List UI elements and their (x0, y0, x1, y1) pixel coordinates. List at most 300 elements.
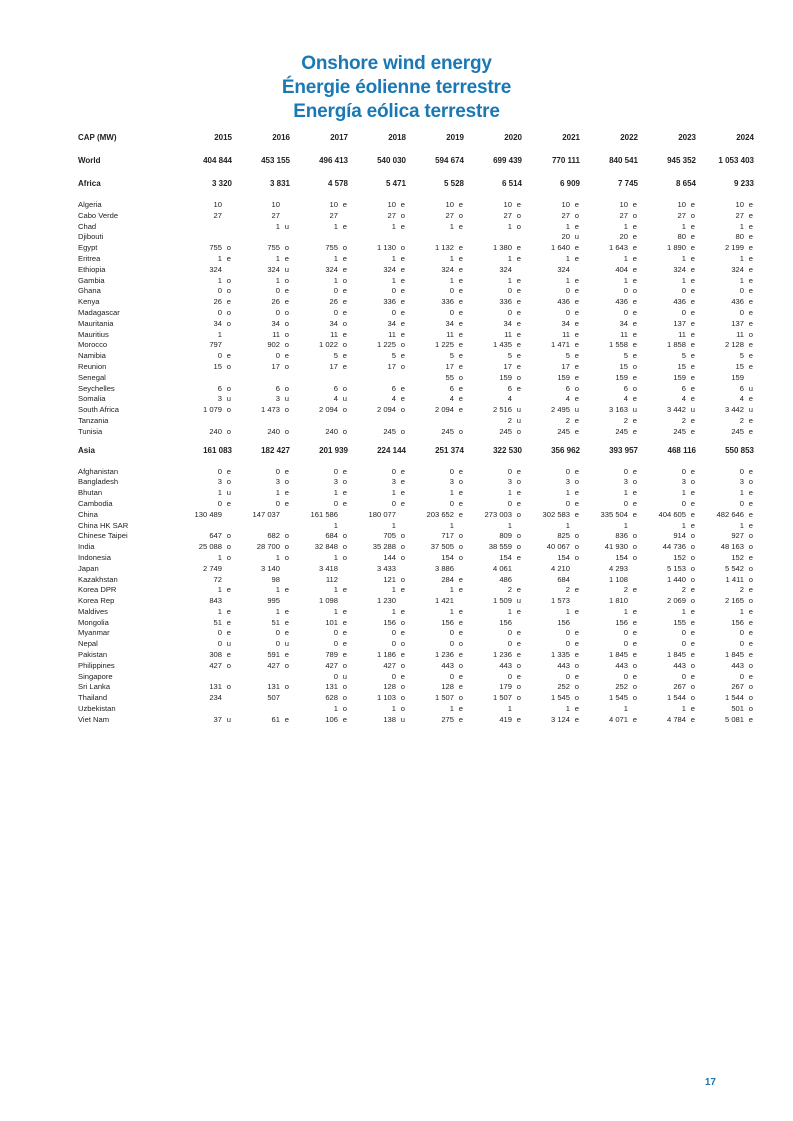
data-cell (236, 362, 294, 373)
data-cell (526, 618, 584, 629)
country-name-value: Chad (78, 221, 97, 231)
data-cell (526, 405, 584, 416)
estimate-flag: o (226, 243, 231, 253)
estimate-flag: e (748, 714, 753, 724)
data-cell (352, 340, 410, 351)
table-row (78, 254, 758, 265)
data-cell (584, 704, 642, 715)
data-cell-value: 5 (623, 351, 628, 361)
estimate-flag: e (226, 297, 231, 307)
estimate-flag: e (342, 200, 347, 209)
data-cell (700, 531, 758, 542)
estimate-flag: e (632, 466, 637, 476)
estimate-flag: o (690, 552, 695, 562)
estimate-flag: o (284, 542, 289, 552)
data-cell (410, 297, 468, 308)
estimate-flag: e (458, 606, 463, 616)
table-row (78, 243, 758, 254)
data-cell-value: 2 128 (724, 340, 744, 350)
data-cell (642, 319, 700, 330)
asia-row-value-cell-value: 468 116 (667, 445, 696, 455)
country-name (78, 416, 178, 427)
data-cell-value: 324 (209, 264, 222, 274)
estimate-flag: e (574, 466, 579, 476)
estimate-flag: e (516, 628, 521, 638)
data-cell-value: 436 (673, 297, 686, 307)
data-cell (642, 661, 700, 672)
estimate-flag: e (632, 221, 637, 231)
data-cell (294, 340, 352, 351)
estimate-flag: o (342, 542, 347, 552)
data-cell-value: 0 (391, 671, 396, 681)
data-cell-value: 27 (387, 210, 396, 220)
data-cell (294, 682, 352, 693)
data-cell (642, 521, 700, 532)
data-cell (642, 628, 700, 639)
data-cell-value: 159 (731, 372, 744, 382)
data-cell-value: 628 (325, 693, 338, 703)
data-cell-value: 3 (275, 394, 280, 404)
country-name (78, 628, 178, 639)
data-cell-value: 682 (267, 531, 280, 541)
data-cell (352, 286, 410, 297)
estimate-flag: e (458, 488, 463, 498)
estimate-flag: e (284, 488, 289, 498)
estimate-flag: o (284, 275, 289, 285)
data-cell (236, 661, 294, 672)
data-cell (236, 553, 294, 564)
data-cell-value: 1 640 (550, 243, 570, 253)
estimate-flag: o (400, 405, 405, 415)
estimate-flag: e (632, 200, 637, 209)
data-cell-value: 0 (681, 628, 686, 638)
estimate-flag: e (690, 232, 695, 242)
estimate-flag: e (342, 628, 347, 638)
country-name-value: Mauritania (78, 318, 114, 328)
data-cell-value: 0 (391, 286, 396, 296)
data-cell-value: 647 (209, 531, 222, 541)
asia-row-value-cell-value: 182 427 (261, 445, 290, 455)
table-row (78, 488, 758, 499)
table-row (78, 265, 758, 276)
data-cell-value: 1 079 (202, 405, 222, 415)
estimate-flag: o (226, 275, 231, 285)
data-cell-value: 1 (623, 221, 628, 231)
data-cell (236, 693, 294, 704)
data-cell (584, 564, 642, 575)
data-cell (526, 521, 584, 532)
estimate-flag: o (226, 477, 231, 487)
table-row (78, 564, 758, 575)
world-row-value-cell (468, 154, 526, 168)
estimate-flag: e (342, 714, 347, 724)
year-header (526, 131, 584, 145)
data-cell (294, 373, 352, 384)
data-cell (178, 286, 236, 297)
data-cell (236, 628, 294, 639)
data-cell (642, 265, 700, 276)
data-cell (584, 596, 642, 607)
estimate-flag: e (748, 340, 753, 350)
data-cell-value: 252 (557, 682, 570, 692)
estimate-flag: u (690, 405, 695, 415)
data-cell-value: 2 (739, 415, 744, 425)
data-cell (352, 330, 410, 341)
asia-row-value-cell (584, 444, 642, 458)
data-cell (352, 585, 410, 596)
data-cell (410, 384, 468, 395)
data-cell (410, 394, 468, 405)
data-cell-value: 0 (275, 498, 280, 508)
estimate-flag: e (458, 351, 463, 361)
estimate-flag: o (284, 318, 289, 328)
data-cell (526, 650, 584, 661)
estimate-flag: e (748, 221, 753, 231)
estimate-flag: o (226, 383, 231, 393)
data-cell (178, 330, 236, 341)
data-cell (526, 693, 584, 704)
data-cell-value: 324 (267, 264, 280, 274)
data-cell-value: 324 (557, 264, 570, 274)
data-cell (642, 232, 700, 243)
data-cell-value: 1 (681, 520, 686, 530)
data-cell (294, 351, 352, 362)
data-cell-value: 245 (673, 426, 686, 436)
estimate-flag: e (632, 617, 637, 627)
data-cell-value: 1 845 (666, 650, 686, 660)
estimate-flag: e (574, 714, 579, 724)
data-cell (700, 607, 758, 618)
data-cell-value: 335 504 (600, 509, 628, 519)
data-cell-value: 2 (681, 585, 686, 595)
data-cell (294, 704, 352, 715)
data-cell (178, 427, 236, 438)
asia-row-value-cell (468, 444, 526, 458)
data-cell-value: 159 (557, 372, 570, 382)
data-cell (642, 499, 700, 510)
data-cell-value: 2 199 (724, 243, 744, 253)
data-cell-value: 11 (446, 329, 454, 339)
data-cell (526, 243, 584, 254)
data-cell-value: 1 (449, 275, 454, 285)
data-cell (526, 330, 584, 341)
data-cell-value: 0 (333, 466, 338, 476)
data-cell-value: 131 (267, 682, 280, 692)
data-cell-value: 4 (333, 394, 338, 404)
estimate-flag: o (284, 531, 289, 541)
data-cell-value: 10 (619, 200, 628, 209)
data-cell-value: 1 (217, 488, 222, 498)
estimate-flag: e (632, 509, 637, 519)
data-cell (526, 362, 584, 373)
estimate-flag: u (342, 394, 347, 404)
estimate-flag: u (748, 383, 753, 393)
data-cell (236, 232, 294, 243)
data-cell (178, 243, 236, 254)
estimate-flag: e (748, 498, 753, 508)
data-cell (236, 488, 294, 499)
data-cell (526, 297, 584, 308)
data-cell-value: 147 037 (252, 509, 280, 519)
data-cell-value: 2 (623, 585, 628, 595)
data-cell-value: 17 (503, 361, 512, 371)
world-row-value-cell (236, 154, 294, 168)
data-cell (178, 254, 236, 265)
table-row (78, 222, 758, 233)
data-cell-value: 11 (272, 329, 280, 339)
data-cell (410, 319, 468, 330)
data-cell (352, 243, 410, 254)
data-cell-value: 34 (387, 318, 396, 328)
table-row (78, 384, 758, 395)
data-cell-value: 0 (449, 286, 454, 296)
data-cell (526, 499, 584, 510)
estimate-flag: e (458, 585, 463, 595)
estimate-flag: e (632, 606, 637, 616)
estimate-flag: o (516, 221, 521, 231)
estimate-flag: o (748, 574, 753, 584)
data-cell-value: 0 (449, 466, 454, 476)
estimate-flag: o (458, 660, 463, 670)
estimate-flag: e (690, 704, 695, 714)
spacer-row (78, 145, 758, 154)
data-cell-value: 0 (217, 351, 222, 361)
data-cell (468, 564, 526, 575)
data-cell (294, 661, 352, 672)
asia-row-value-cell-value: 356 962 (551, 445, 580, 455)
world-row-value-cell (584, 154, 642, 168)
data-cell (468, 222, 526, 233)
estimate-flag: e (400, 466, 405, 476)
estimate-flag: e (690, 394, 695, 404)
estimate-flag: o (516, 372, 521, 382)
data-cell-value: 34 (445, 318, 454, 328)
estimate-flag: o (516, 693, 521, 703)
data-cell-value: 3 (739, 477, 744, 487)
estimate-flag: o (748, 531, 753, 541)
data-cell-value: 1 544 (724, 693, 744, 703)
data-cell (642, 405, 700, 416)
data-cell-value: 507 (267, 693, 280, 703)
data-cell (526, 394, 584, 405)
estimate-flag: o (342, 426, 347, 436)
data-cell-value: 156 (615, 617, 628, 627)
table-row (78, 672, 758, 683)
data-cell (526, 510, 584, 521)
estimate-flag: e (400, 628, 405, 638)
data-cell (410, 405, 468, 416)
data-cell-value: 825 (557, 531, 570, 541)
world-row-value-cell-value: 699 439 (493, 156, 522, 165)
estimate-flag: o (284, 361, 289, 371)
data-cell-value: 591 (267, 650, 280, 660)
data-cell (178, 564, 236, 575)
estimate-flag: o (690, 563, 695, 573)
data-cell (236, 308, 294, 319)
estimate-flag: o (342, 405, 347, 415)
estimate-flag: e (574, 286, 579, 296)
data-cell (352, 542, 410, 553)
data-cell (410, 211, 468, 222)
data-cell (236, 319, 294, 330)
data-cell (700, 575, 758, 586)
data-cell (526, 427, 584, 438)
country-name (78, 499, 178, 510)
estimate-flag: o (284, 405, 289, 415)
data-cell (700, 373, 758, 384)
estimate-flag: e (284, 253, 289, 263)
world-row-label (78, 154, 178, 168)
estimate-flag: e (342, 650, 347, 660)
data-cell (700, 672, 758, 683)
data-cell-value: 6 (565, 383, 570, 393)
data-cell-value: 1 236 (434, 650, 454, 660)
data-cell-value: 0 (333, 286, 338, 296)
data-cell (410, 276, 468, 287)
data-cell (236, 351, 294, 362)
data-cell (352, 319, 410, 330)
estimate-flag: e (690, 639, 695, 649)
data-cell-value: 1 (565, 253, 570, 263)
spacer-row (78, 191, 758, 200)
data-cell-value: 308 (209, 650, 222, 660)
country-name (78, 693, 178, 704)
data-cell (584, 542, 642, 553)
data-cell-value: 27 (213, 210, 222, 220)
data-cell (352, 596, 410, 607)
data-cell-value: 324 (673, 264, 686, 274)
data-cell (468, 200, 526, 211)
data-cell (584, 521, 642, 532)
data-cell-value: 0 (681, 307, 686, 317)
world-row-value-cell-value: 496 413 (319, 156, 348, 165)
estimate-flag: e (632, 340, 637, 350)
estimate-flag: u (284, 221, 289, 231)
estimate-flag: e (690, 714, 695, 724)
data-cell (700, 661, 758, 672)
data-cell (236, 384, 294, 395)
data-cell-value: 809 (499, 531, 512, 541)
estimate-flag: o (516, 477, 521, 487)
data-cell-value: 11 (736, 329, 744, 339)
data-cell (410, 575, 468, 586)
data-cell (410, 553, 468, 564)
estimate-flag: e (458, 264, 463, 274)
data-cell-value: 27 (329, 210, 338, 220)
data-cell (642, 704, 700, 715)
data-cell (526, 488, 584, 499)
estimate-flag: o (226, 361, 231, 371)
data-cell (236, 672, 294, 683)
data-cell-value: 11 (562, 329, 570, 339)
world-row-value-cell-value: 840 541 (609, 156, 638, 165)
estimate-flag: o (574, 383, 579, 393)
data-cell (294, 715, 352, 726)
data-cell-value: 17 (387, 361, 396, 371)
data-cell (410, 499, 468, 510)
data-cell (584, 427, 642, 438)
data-cell (178, 351, 236, 362)
table-row (78, 521, 758, 532)
estimate-flag: o (748, 596, 753, 606)
data-cell (352, 704, 410, 715)
table-row (78, 661, 758, 672)
estimate-flag: e (226, 628, 231, 638)
data-cell (526, 276, 584, 287)
data-cell (352, 394, 410, 405)
estimate-flag: o (458, 693, 463, 703)
data-cell (236, 510, 294, 521)
estimate-flag: e (458, 340, 463, 350)
data-cell (178, 362, 236, 373)
data-cell (294, 531, 352, 542)
data-cell (700, 510, 758, 521)
estimate-flag: o (458, 639, 463, 649)
data-cell-value: 324 (499, 264, 512, 274)
estimate-flag: o (632, 383, 637, 393)
data-cell-value: 419 (499, 714, 512, 724)
data-cell (642, 596, 700, 607)
world-row-value-cell-value: 594 674 (435, 156, 464, 165)
data-cell (700, 319, 758, 330)
data-cell-value: 1 (333, 221, 338, 231)
data-cell (410, 467, 468, 478)
data-cell-value: 2 094 (376, 405, 396, 415)
data-cell-value: 112 (325, 574, 338, 584)
data-cell (700, 254, 758, 265)
data-cell-value: 128 (441, 682, 454, 692)
data-cell (236, 200, 294, 211)
table-row (78, 553, 758, 564)
country-name-value: Nepal (78, 639, 98, 649)
data-cell-value: 1 (391, 606, 396, 616)
estimate-flag: e (284, 297, 289, 307)
data-cell (294, 427, 352, 438)
estimate-flag: e (690, 509, 695, 519)
data-cell-value: 0 (217, 628, 222, 638)
country-name (78, 575, 178, 586)
data-cell-value: 755 (209, 243, 222, 253)
estimate-flag: e (458, 682, 463, 692)
data-cell-value: 3 124 (550, 714, 570, 724)
data-cell-value: 1 (275, 606, 280, 616)
estimate-flag: u (284, 639, 289, 649)
data-cell (410, 585, 468, 596)
data-cell-value: 0 (739, 628, 744, 638)
estimate-flag: o (632, 477, 637, 487)
estimate-flag: e (458, 243, 463, 253)
estimate-flag: e (632, 415, 637, 425)
country-name-value: South Africa (78, 405, 119, 415)
estimate-flag: e (458, 466, 463, 476)
data-cell (526, 265, 584, 276)
table-row (78, 427, 758, 438)
data-cell-value: 159 (615, 372, 628, 382)
estimate-flag: e (516, 286, 521, 296)
estimate-flag: e (574, 606, 579, 616)
data-cell-value: 0 (275, 351, 280, 361)
estimate-flag: e (690, 253, 695, 263)
table-row (78, 232, 758, 243)
data-cell (642, 297, 700, 308)
data-cell (236, 405, 294, 416)
data-cell (700, 542, 758, 553)
data-cell-value: 0 (623, 307, 628, 317)
data-cell (526, 628, 584, 639)
data-cell (178, 477, 236, 488)
estimate-flag: e (690, 488, 695, 498)
estimate-flag: e (748, 426, 753, 436)
